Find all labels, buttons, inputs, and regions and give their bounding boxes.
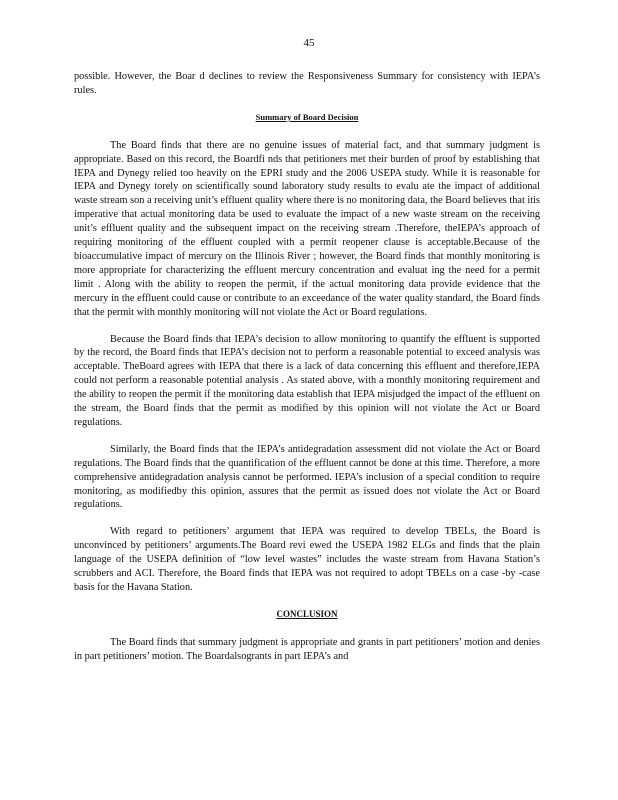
- paragraph-summary-2: Because the Board finds that IEPA’s decision to allow monitoring to quantify the effluent is supported by the record, the Board finds that IEPA’s decision not to perform a reasonable potential to exceed analysis was acceptable. TheBoard agrees with IEPA that there is a lack of data concerning this effluent and therefore,IEPA could not perform a reasonable potential analysis . As stated above, with a monthly monitoring requirement and the ability to reopen the permit if the monitoring data establish that IEPA misjudged the impact of the effluent on the stream, the Board finds that the permit as modified by this opinion will not violate the Act or Board regulations.: [74, 333, 540, 428]
- page-content: [74, 70, 540, 677]
- page-number: 45: [303, 37, 315, 49]
- paragraph-summary-1: The Board finds that there are no genuine issues of material fact, and that summary judgment is appropriate. Based on this record, the Boardfi nds that petitioners met their burden of proof by establishing that IEPA and Dynegy relied too heavily on the EPRI study and the 2006 USEPA study. While it is reasonable for IEPA and Dynegy torely on scientifically sound laboratory study results to evalu ate the impact of additional waste stream son a receiving unit’s effluent quality where there is no monitoring data, the Board believes that itis imperative that actual monitoring data be used to evaluate the impact of a new waste stream on the receiving unit’s effluent quality and the subsequent impact on the receiving stream .Therefore, theIEPA’s approach of requiring monitoring of the effluent coupled with a permit reopener clause is acceptable.Because of the bioaccumulative impact of mercury on the Illinois River ; however, the Board finds that monthly monitoring is more appropriate for characterizing the effluent mercury concentration and evaluat ing the need for a permit limit . Along with the ability to reopen the permit, if the actual monitoring data provide evidence that the mercury in the effluent could cause or contribute to an exceedance of the water quality standard, the Board finds that the permit with monthly monitoring will not violate the Act or Board regulations.: [74, 139, 540, 318]
- section-heading-conclusion: [74, 608, 540, 622]
- paragraph-conclusion: The Board finds that summary judgment is appropriate and grants in part petitioners’ motion and denies in part petitioners’ motion. The Boardalsogrants in part IEPA’s and: [74, 636, 540, 662]
- section-heading-summary: [74, 111, 540, 125]
- paragraph-continuation: possible. However, the Boar d declines to review the Responsiveness Summary for consistency with IEPA’s rules.: [74, 71, 540, 96]
- paragraph-summary-3: Similarly, the Board finds that the IEPA’s antidegradation assessment did not violate the Act or Board regulations. The Board finds that the quantification of the effluent cannot be done at this time. Therefore, a more comprehensive antidegradation analysis cannot be performed. IEPA’s inclusion of a special condition to require monitoring, as modifiedby this opinion, assures that the permit as issued does not violate the Act or Board regulations.: [74, 443, 540, 511]
- heading-summary-text: Summary of Board Decision: [255, 111, 359, 122]
- heading-conclusion-text: CONCLUSION: [276, 608, 338, 619]
- paragraph-summary-4: With regard to petitioners’ argument that IEPA was required to develop TBELs, the Board is unconvinced by petitioners’ arguments.The Board revi ewed the USEPA 1982 ELGs and finds that the plain language of the USEPA definition of “low level wastes” includes the waste stream from Havana Station’s scrubbers and ACI. Therefore, the Board finds that IEPA was not required to adopt TBELs on a case -by -case basis for the Havana Station.: [74, 526, 540, 593]
